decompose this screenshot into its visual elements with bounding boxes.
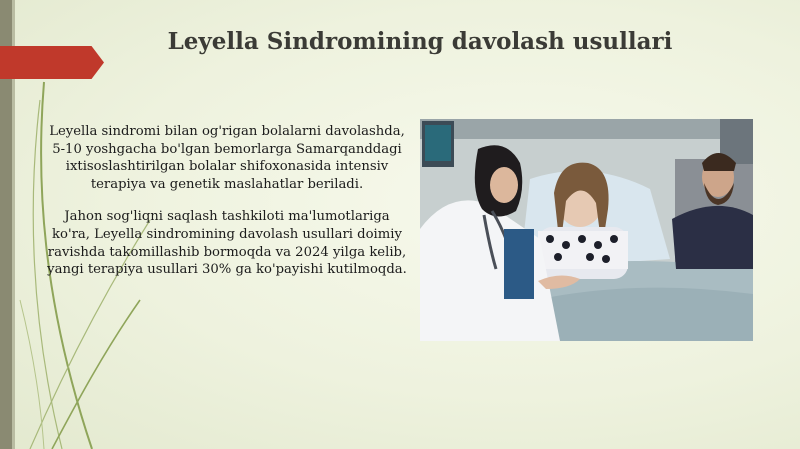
accent-arrow-shape xyxy=(0,46,104,79)
photo-illustration xyxy=(420,119,753,341)
paragraph-1: Leyella sindromi bilan og'rigan bolalarni davolashda, 5-10 yoshgacha bo'lgan bemorlarga Samarqanddagi ixtisoslashtirilgan bolalar shifoxonasida intensiv terapiya va genetik maslahatlar beriladi. xyxy=(49,124,405,192)
paragraph-2: Jahon sog'liqni saqlash tashkiloti ma'lumotlariga ko'ra, Leyella sindromining davolash usullari doimiy ravishda takomillashib bormoqda va 2024 yilga kelib, yangi terapiya usullari 30% ga ko'payishi kutilmoqda. xyxy=(47,209,407,278)
slide-title: Leyella Sindromining davolash usullari xyxy=(167,28,673,55)
body-text xyxy=(46,123,408,294)
hospital-photo xyxy=(420,119,753,341)
